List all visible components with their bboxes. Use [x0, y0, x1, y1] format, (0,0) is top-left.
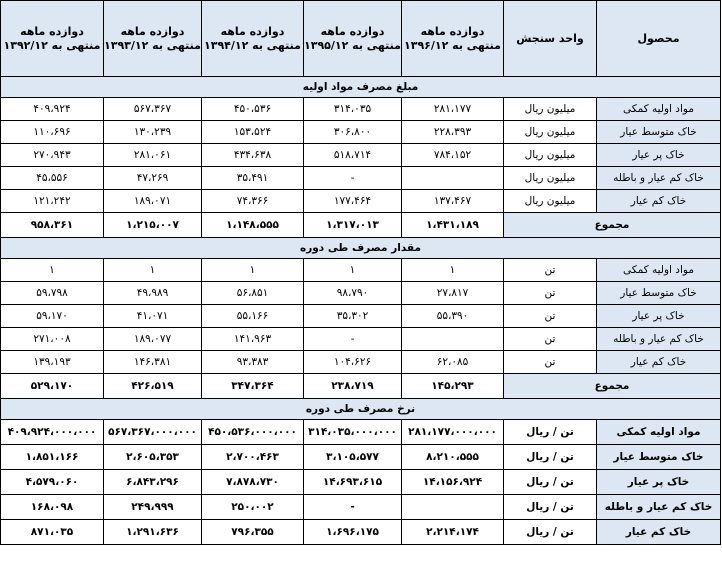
total-label: مجموع: [504, 213, 721, 238]
table-body: [1, 77, 721, 545]
product-name-cell: خاک کم عیار: [597, 190, 721, 213]
value-cell: -: [304, 328, 402, 351]
value-cell: ۴۳۴،۶۳۸: [202, 144, 304, 167]
value-cell: ۱۳۷،۴۶۷: [402, 190, 504, 213]
total-value-cell: ۱،۱۴۸،۵۵۵: [202, 213, 304, 238]
value-cell: ۲۵۰،۰۰۲: [202, 495, 304, 520]
table-row: [1, 520, 721, 545]
product-name-cell: خاک متوسط عیار: [597, 121, 721, 144]
value-cell: ۶،۸۴۳،۲۹۶: [104, 470, 202, 495]
unit-cell: میلیون ریال: [504, 98, 597, 121]
value-cell: ۷،۸۷۸،۷۳۰: [202, 470, 304, 495]
value-cell: ۱: [304, 259, 402, 282]
table-row: [1, 495, 721, 520]
value-cell: ۳۱۴،۰۳۵،۰۰۰،۰۰۰: [304, 420, 402, 445]
total-label: مجموع: [504, 374, 721, 399]
unit-cell: تن: [504, 282, 597, 305]
product-name-cell: مواد اولیه کمکی: [597, 98, 721, 121]
product-name-cell: مواد اولیه کمکی: [597, 420, 721, 445]
period-header-line1: دوازده ماهه: [320, 24, 385, 38]
period-header-line2: منتهی به ۱۳۹۶/۱۲: [404, 38, 501, 52]
value-cell: ۴۵،۵۵۶: [1, 167, 104, 190]
value-cell: ۱: [104, 259, 202, 282]
total-value-cell: ۴۲۶،۵۱۹: [104, 374, 202, 399]
product-name-cell: مواد اولیه کمکی: [597, 259, 721, 282]
period-header: [304, 1, 402, 77]
period-header-line1: دوازده ماهه: [220, 24, 285, 38]
value-cell: ۱۴۶،۳۸۱: [104, 351, 202, 374]
value-cell: ۳۵،۴۹۱: [202, 167, 304, 190]
product-name-cell: خاک متوسط عیار: [597, 282, 721, 305]
unit-cell: میلیون ریال: [504, 144, 597, 167]
value-cell: ۴،۵۷۹،۰۶۰: [1, 470, 104, 495]
value-cell: ۵۱۸،۷۱۴: [304, 144, 402, 167]
period-header-line2: منتهی به ۱۳۹۲/۱۲: [3, 38, 101, 52]
period-header: [1, 1, 104, 77]
value-cell: ۱: [1, 259, 104, 282]
value-cell: ۱،۸۵۱،۱۶۶: [1, 445, 104, 470]
table-row: [1, 121, 721, 144]
period-header-line2: منتهی به ۱۳۹۴/۱۲: [204, 38, 301, 52]
table-row: [1, 470, 721, 495]
value-cell: ۴۰۹،۹۲۴: [1, 98, 104, 121]
value-cell: ۴۷،۲۶۹: [104, 167, 202, 190]
value-cell: ۲۸۱،۰۶۱: [104, 144, 202, 167]
value-cell: ۱۲۱،۲۴۲: [1, 190, 104, 213]
value-cell: ۴۰۹،۹۲۴،۰۰۰،۰۰۰: [1, 420, 104, 445]
unit-cell: میلیون ریال: [504, 121, 597, 144]
value-cell: ۱: [202, 259, 304, 282]
product-name-cell: خاک پر عیار: [597, 144, 721, 167]
value-cell: ۵۶۷،۳۶۷،۰۰۰،۰۰۰: [104, 420, 202, 445]
value-cell: ۷۴،۳۶۶: [202, 190, 304, 213]
header-row: [1, 1, 721, 77]
value-cell: ۵۶۷،۳۶۷: [104, 98, 202, 121]
value-cell: ۲،۲۱۴،۱۷۴: [402, 520, 504, 545]
unit-cell: میلیون ریال: [504, 167, 597, 190]
value-cell: ۱: [402, 259, 504, 282]
value-cell: ۷۸۴،۱۵۲: [402, 144, 504, 167]
product-name-cell: خاک کم عیار و باطله: [597, 328, 721, 351]
unit-cell: تن: [504, 351, 597, 374]
section-header-row: [1, 238, 721, 259]
total-value-cell: ۱،۲۱۵،۰۰۷: [104, 213, 202, 238]
value-cell: ۱۱۰،۶۹۶: [1, 121, 104, 144]
table-row: [1, 259, 721, 282]
value-cell: ۳۵،۳۰۲: [304, 305, 402, 328]
unit-cell: تن / ریال: [504, 520, 597, 545]
product-header: محصول: [597, 1, 721, 77]
value-cell: ۳۰۶،۸۰۰: [304, 121, 402, 144]
value-cell: ۲۷،۸۱۷: [402, 282, 504, 305]
unit-cell: تن / ریال: [504, 420, 597, 445]
total-row: [1, 213, 721, 238]
table-row: [1, 144, 721, 167]
period-header: [402, 1, 504, 77]
value-cell: [402, 495, 504, 520]
value-cell: ۱۸۹،۰۷۷: [104, 328, 202, 351]
total-row: [1, 374, 721, 399]
value-cell: [402, 167, 504, 190]
product-name-cell: خاک کم عیار و باطله: [597, 167, 721, 190]
total-value-cell: ۱،۴۳۱،۱۸۹: [402, 213, 504, 238]
value-cell: ۱۴،۱۵۶،۹۲۴: [402, 470, 504, 495]
period-header: [202, 1, 304, 77]
value-cell: ۴۹،۹۸۹: [104, 282, 202, 305]
section-header-row: [1, 399, 721, 420]
unit-cell: میلیون ریال: [504, 190, 597, 213]
section-title: مبلغ مصرف مواد اولیه: [1, 77, 721, 98]
period-header: [104, 1, 202, 77]
value-cell: ۹۸،۷۹۰: [304, 282, 402, 305]
table-row: [1, 420, 721, 445]
value-cell: ۱۴۱،۹۶۳: [202, 328, 304, 351]
value-cell: ۱۳۰،۲۳۹: [104, 121, 202, 144]
total-value-cell: ۱۴۵،۲۹۳: [402, 374, 504, 399]
value-cell: ۳،۱۰۵،۵۷۷: [304, 445, 402, 470]
value-cell: ۱،۲۹۱،۶۳۶: [104, 520, 202, 545]
table-row: [1, 190, 721, 213]
table-row: [1, 282, 721, 305]
table-row: [1, 328, 721, 351]
product-name-cell: خاک متوسط عیار: [597, 445, 721, 470]
product-name-cell: خاک کم عیار: [597, 351, 721, 374]
period-header-line2: منتهی به ۱۳۹۵/۱۲: [304, 38, 401, 52]
value-cell: ۱۴،۶۹۳،۶۱۵: [304, 470, 402, 495]
total-value-cell: ۲۳۸،۷۱۹: [304, 374, 402, 399]
section-header-row: [1, 77, 721, 98]
value-cell: ۲۷۰،۹۴۳: [1, 144, 104, 167]
total-value-cell: ۳۴۷،۳۶۴: [202, 374, 304, 399]
period-header-line1: دوازده ماهه: [420, 24, 485, 38]
value-cell: ۱۳۹،۱۹۳: [1, 351, 104, 374]
value-cell: ۷۹۶،۳۵۵: [202, 520, 304, 545]
value-cell: ۱۰۴،۶۲۶: [304, 351, 402, 374]
value-cell: ۲۲۸،۳۹۳: [402, 121, 504, 144]
total-value-cell: ۹۵۸،۳۶۱: [1, 213, 104, 238]
product-name-cell: خاک کم عیار و باطله: [597, 495, 721, 520]
value-cell: ۲۸۱،۱۷۷: [402, 98, 504, 121]
unit-cell: تن: [504, 259, 597, 282]
value-cell: -: [304, 495, 402, 520]
section-title: مقدار مصرف طی دوره: [1, 238, 721, 259]
value-cell: ۳۱۴،۰۳۵: [304, 98, 402, 121]
value-cell: ۲۷۱،۰۰۸: [1, 328, 104, 351]
value-cell: ۲۴۹،۹۹۹: [104, 495, 202, 520]
unit-header: واحد سنجش: [504, 1, 597, 77]
value-cell: ۱۶۸،۰۹۸: [1, 495, 104, 520]
value-cell: ۸۷۱،۰۳۵: [1, 520, 104, 545]
table-row: [1, 445, 721, 470]
unit-cell: تن: [504, 328, 597, 351]
period-header-line2: منتهی به ۱۳۹۳/۱۲: [104, 38, 201, 52]
product-name-cell: خاک پر عیار: [597, 305, 721, 328]
table-row: [1, 98, 721, 121]
product-name-cell: خاک کم عیار: [597, 520, 721, 545]
value-cell: ۱۷۷،۴۶۴: [304, 190, 402, 213]
value-cell: -: [304, 167, 402, 190]
value-cell: [402, 328, 504, 351]
value-cell: ۲،۶۰۵،۳۵۳: [104, 445, 202, 470]
table-row: [1, 305, 721, 328]
value-cell: ۵۹،۱۷۰: [1, 305, 104, 328]
table-row: [1, 167, 721, 190]
unit-cell: تن / ریال: [504, 470, 597, 495]
unit-cell: تن / ریال: [504, 495, 597, 520]
value-cell: ۵۵،۳۹۰: [402, 305, 504, 328]
unit-cell: تن / ریال: [504, 445, 597, 470]
value-cell: ۵۵،۱۶۶: [202, 305, 304, 328]
value-cell: ۵۶،۸۵۱: [202, 282, 304, 305]
value-cell: ۴۱،۰۷۱: [104, 305, 202, 328]
value-cell: ۸،۲۱۰،۵۵۵: [402, 445, 504, 470]
unit-cell: تن: [504, 305, 597, 328]
table-row: [1, 351, 721, 374]
value-cell: ۲۸۱،۱۷۷،۰۰۰،۰۰۰: [402, 420, 504, 445]
value-cell: ۱۸۹،۰۷۱: [104, 190, 202, 213]
product-name-cell: خاک پر عیار: [597, 470, 721, 495]
value-cell: ۴۵۰،۵۳۶: [202, 98, 304, 121]
value-cell: ۱۵۳،۵۲۴: [202, 121, 304, 144]
value-cell: ۹۳،۳۸۳: [202, 351, 304, 374]
total-value-cell: ۱،۳۱۷،۰۱۳: [304, 213, 402, 238]
period-header-line1: دوازده ماهه: [20, 24, 84, 38]
period-header-line1: دوازده ماهه: [120, 24, 185, 38]
section-title: نرخ مصرف طی دوره: [1, 399, 721, 420]
value-cell: ۴۵۰،۵۳۶،۰۰۰،۰۰۰: [202, 420, 304, 445]
value-cell: ۵۹،۷۹۸: [1, 282, 104, 305]
value-cell: ۱،۶۹۶،۱۷۵: [304, 520, 402, 545]
total-value-cell: ۵۲۹،۱۷۰: [1, 374, 104, 399]
value-cell: ۶۲،۰۸۵: [402, 351, 504, 374]
value-cell: ۲،۷۰۰،۴۶۳: [202, 445, 304, 470]
